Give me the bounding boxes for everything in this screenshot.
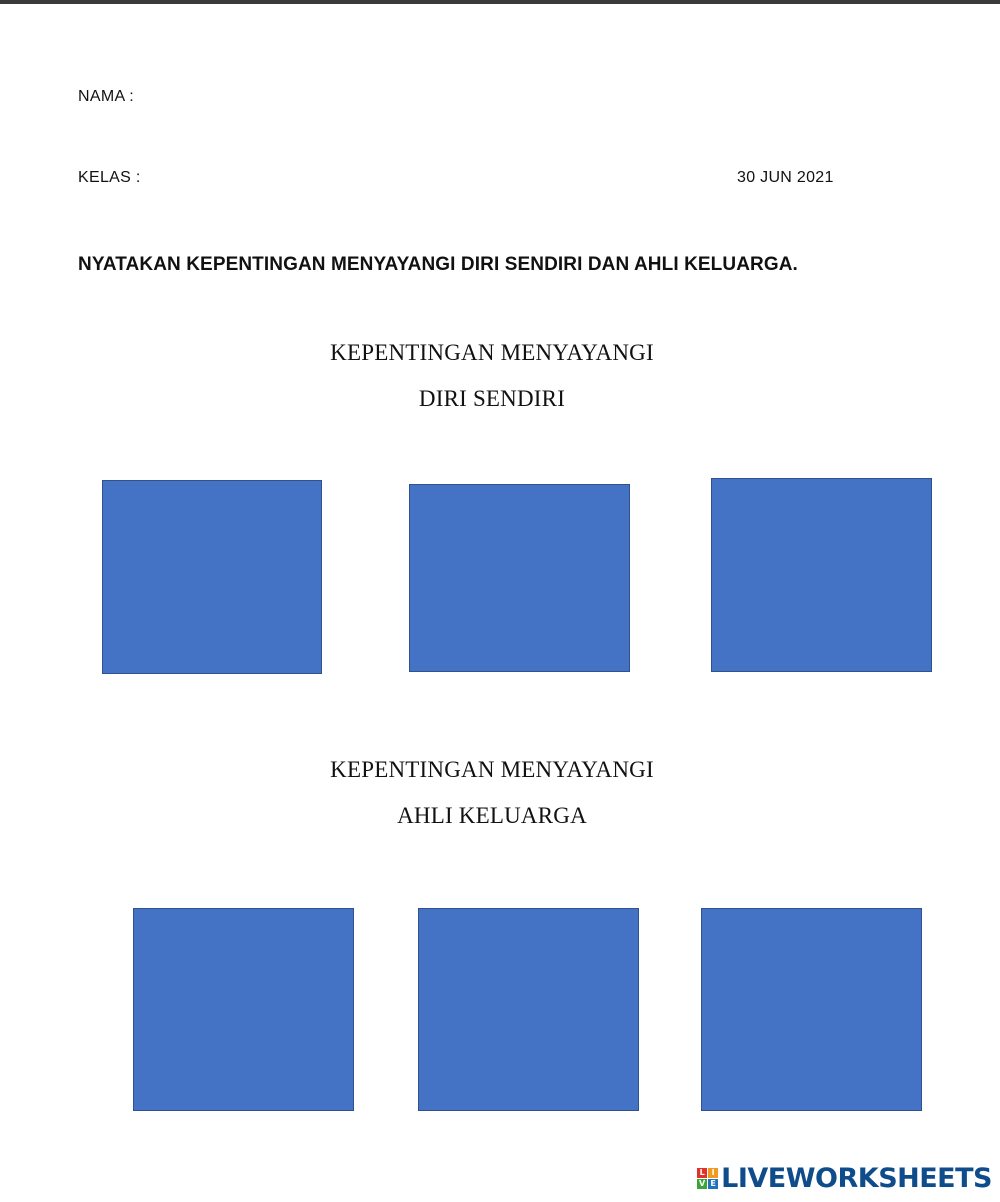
top-border xyxy=(0,0,1000,4)
watermark-text: LIVEWORKSHEETS xyxy=(721,1163,992,1194)
section-title-self xyxy=(0,330,984,422)
section-title-line1: KEPENTINGAN MENYAYANGI xyxy=(330,340,654,365)
answer-box-self-1[interactable] xyxy=(102,480,322,674)
answer-box-family-1[interactable] xyxy=(133,908,354,1111)
answer-box-family-3[interactable] xyxy=(701,908,922,1111)
liveworksheets-logo-icon: L I V E xyxy=(697,1168,718,1189)
answer-box-self-3[interactable] xyxy=(711,478,932,672)
section-title-line2: AHLI KELUARGA xyxy=(397,803,587,828)
name-label: NAMA : xyxy=(78,88,135,105)
liveworksheets-watermark xyxy=(697,1163,992,1194)
answer-box-self-2[interactable] xyxy=(409,484,630,672)
date-label: 30 JUN 2021 xyxy=(737,169,834,186)
class-label: KELAS : xyxy=(78,169,141,186)
instruction-text: NYATAKAN KEPENTINGAN MENYAYANGI DIRI SENDIRI DAN AHLI KELUARGA. xyxy=(78,254,798,275)
answer-box-family-2[interactable] xyxy=(418,908,639,1111)
section-title-family xyxy=(0,747,984,839)
section-title-line1: KEPENTINGAN MENYAYANGI xyxy=(330,757,654,782)
section-title-line2: DIRI SENDIRI xyxy=(418,386,566,411)
